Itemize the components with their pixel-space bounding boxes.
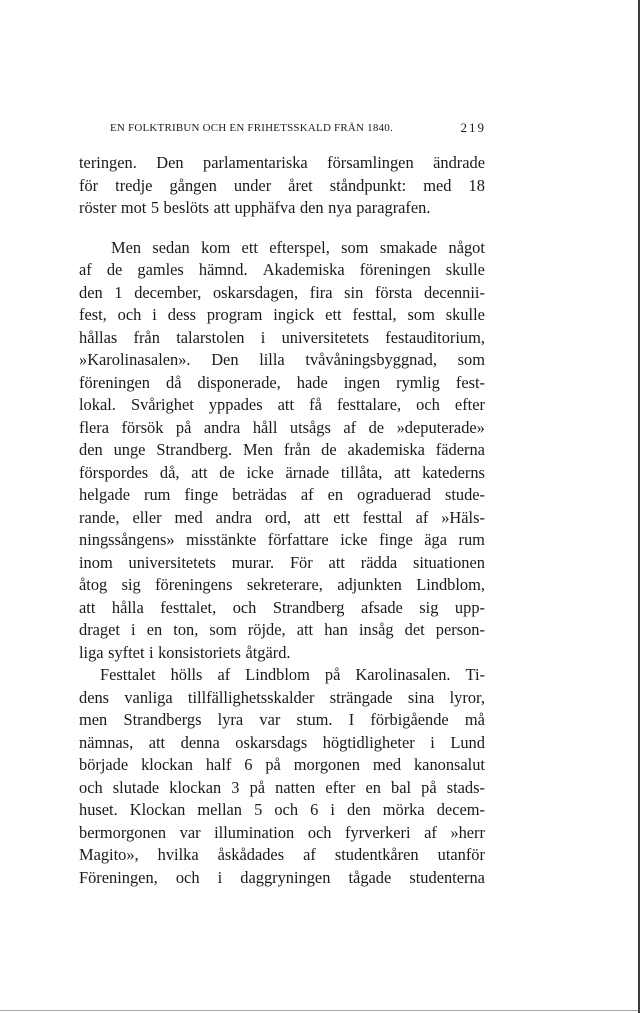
text-line: Festtalet hölls af Lindblom på Karolinasalen. Ti- (100, 665, 485, 684)
text-line: liga syftet i konsistoriets åtgärd. (79, 642, 291, 662)
text-line: den unge Strandberg. Men från de akademiska fäderna (79, 440, 485, 459)
text-line: lokal. Svårighet yppades att få festtalare, och efter (79, 395, 485, 414)
text-line: åtog sig föreningens sekreterare, adjunkten Lindblom, (79, 575, 485, 594)
body-text (79, 152, 485, 889)
text-line: »Karolinasalen». Den lilla tvåvåningsbyggnad, som (79, 350, 485, 369)
text-line: ningssångens» misstänkte författare icke finge äga rum (79, 530, 485, 549)
text-line: för tredje gången under året ståndpunkt: med 18 (79, 175, 485, 195)
text-line: började klockan half 6 på morgonen med kanonsalut (79, 755, 485, 774)
text-line: hållas från talarstolen i universitetets festauditorium, (79, 327, 485, 347)
page-number: 219 (460, 120, 486, 135)
paragraph-gap (79, 220, 485, 237)
text-line: inom universitetets murar. För att rädda situationen (79, 552, 485, 572)
text-line: föreningen då disponerade, hade ingen rymlig fest- (79, 372, 485, 392)
text-line: teringen. Den parlamentariska församlingen ändrade (79, 153, 485, 172)
text-line: flera försök på andra håll utsågs af de »deputerade» (79, 417, 485, 437)
text-line: fest, och i dess program ingick ett festtal, som skulle (79, 305, 485, 324)
text-line: att hålla festtalet, och Strandberg afsade sig upp- (79, 597, 485, 617)
text-line: och slutade klockan 3 på natten efter en bal på stads- (79, 777, 485, 797)
text-line: nämnas, att denna oskarsdags högtidligheter i Lund (79, 732, 485, 752)
text-line: rande, eller med andra ord, att ett festtal af »Häls- (79, 507, 485, 527)
text-line: den 1 december, oskarsdagen, fira sin första decennii- (79, 282, 485, 302)
text-line: helgade rum finge beträdas af en ograduerad stude- (79, 485, 485, 504)
page-bottom-edge (0, 1010, 640, 1011)
text-line: af de gamles hämnd. Akademiska föreningen skulle (79, 260, 485, 279)
text-line: Föreningen, och i daggryningen tågade studenterna (79, 867, 485, 887)
text-line: förspordes då, att de icke ärnade tillåta, att katederns (79, 462, 485, 482)
text-line: men Strandbergs lyra var stum. I förbigående må (79, 710, 485, 729)
text-line: huset. Klockan mellan 5 och 6 i den mörka decem- (79, 800, 485, 819)
text-line: röster mot 5 beslöts att upphäfva den nya paragrafen. (79, 198, 431, 217)
text-line: dens vanliga tillfällighetsskalder strängade sina lyror, (79, 687, 485, 707)
running-head-title: EN FOLKTRIBUN OCH EN FRIHETSSKALD FRÅN 1840. (110, 122, 393, 134)
text-line: Magito», hvilka åskådades af studentkåren utanför (79, 845, 485, 864)
text-line: bermorgonen var illumination och fyrverkeri af »herr (79, 822, 485, 842)
text-line: Men sedan kom ett efterspel, som smakade något (111, 237, 485, 257)
running-head (110, 122, 486, 136)
text-line: draget i en ton, som röjde, att han insåg det person- (79, 620, 485, 639)
